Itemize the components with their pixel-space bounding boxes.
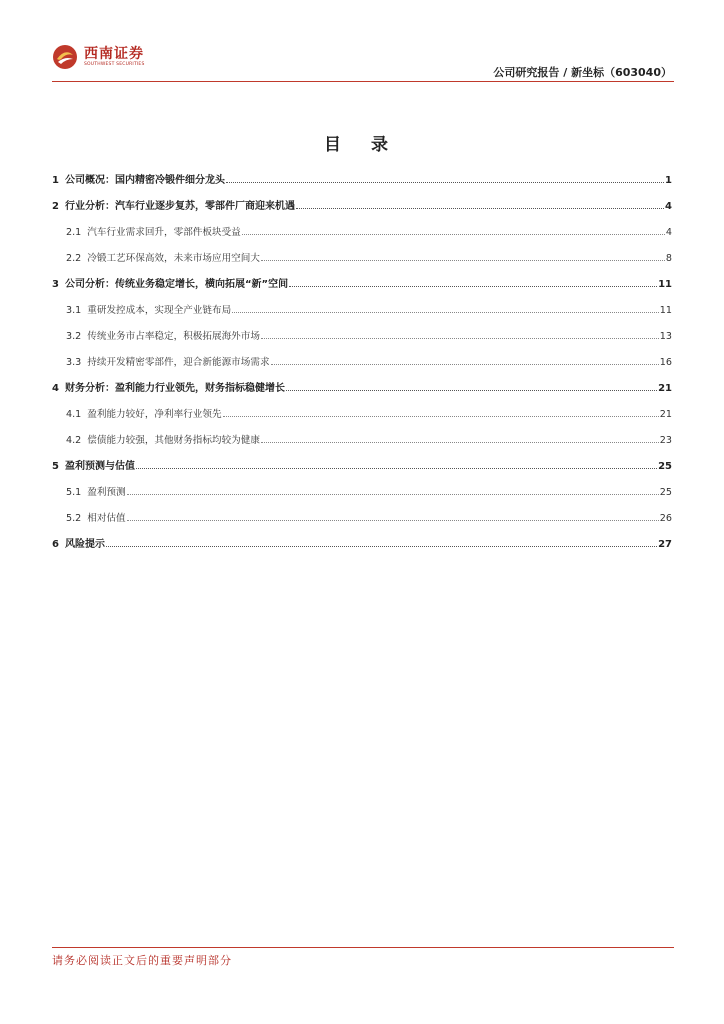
toc-entry-page: 23 (659, 435, 672, 446)
toc-entry-page: 21 (658, 383, 672, 394)
toc-entry[interactable] (52, 325, 672, 351)
toc-entry[interactable] (52, 533, 672, 559)
toc-entry-page: 13 (659, 331, 672, 342)
toc-entry-title: 盈利能力较好，净利率行业领先 (87, 409, 222, 420)
toc-entry-page: 25 (658, 461, 672, 472)
toc-entry-title: 盈利预测 (87, 487, 126, 498)
toc-entry-title: 传统业务市占率稳定，积极拓展海外市场 (87, 331, 260, 342)
toc-entry[interactable] (52, 299, 672, 325)
toc-entry-page: 4 (665, 227, 672, 238)
toc-entry-title: 风险提示 (64, 539, 105, 550)
logo-chinese-name: 西南证券 (84, 45, 144, 62)
toc-dot-leader (127, 507, 659, 521)
toc-entry-number: 1 (52, 175, 59, 186)
toc-dot-leader (286, 377, 657, 391)
toc-dot-leader (296, 195, 664, 209)
toc-dot-leader (106, 533, 657, 547)
toc-entry-title: 冷锻工艺环保高效，未来市场应用空间大 (87, 253, 260, 264)
toc-title: 目 录 (324, 135, 400, 155)
toc-entry-title: 公司分析：传统业务稳定增长，横向拓展“新”空间 (64, 279, 289, 290)
toc-entry-title: 行业分析：汽车行业逐步复苏，零部件厂商迎来机遇 (64, 201, 295, 212)
toc-entry-page: 1 (665, 175, 672, 186)
report-info: 公司研究报告 / 新坐标（603040） (493, 66, 672, 79)
toc-entry-title: 公司概况：国内精密冷锻件细分龙头 (64, 175, 225, 186)
toc-entry-number: 6 (52, 539, 59, 550)
toc-dot-leader (136, 455, 657, 469)
toc-entry[interactable] (52, 195, 672, 221)
toc-entry-number: 4.2 (66, 435, 82, 446)
toc-entry[interactable] (52, 273, 672, 299)
toc-dot-leader (261, 429, 659, 443)
toc-entry[interactable] (52, 403, 672, 429)
toc-dot-leader (289, 273, 657, 287)
toc-entry[interactable] (52, 507, 672, 533)
toc-dot-leader (242, 221, 665, 235)
toc-entry-number: 5.1 (66, 487, 82, 498)
toc-entry-number: 5.2 (66, 513, 82, 524)
toc-entry[interactable] (52, 247, 672, 273)
toc-entry-page: 21 (659, 409, 672, 420)
toc-entry-page: 4 (665, 201, 672, 212)
toc-entry-number: 4.1 (66, 409, 82, 420)
company-logo (52, 44, 145, 70)
toc-entry-page: 16 (659, 357, 672, 368)
footer-divider (52, 947, 674, 948)
toc-entry-title: 财务分析：盈利能力行业领先，财务指标稳健增长 (64, 383, 285, 394)
toc-entry-title: 盈利预测与估值 (64, 461, 135, 472)
table-of-contents (52, 169, 672, 559)
toc-entry-title: 持续开发精密零部件，迎合新能源市场需求 (87, 357, 270, 368)
toc-entry[interactable] (52, 351, 672, 377)
toc-entry-title: 重研发控成本，实现全产业链布局 (87, 305, 232, 316)
toc-entry-number: 3.2 (66, 331, 82, 342)
toc-entry-page: 27 (658, 539, 672, 550)
toc-entry-number: 2.2 (66, 253, 82, 264)
toc-entry-number: 3.3 (66, 357, 82, 368)
toc-entry[interactable] (52, 429, 672, 455)
toc-dot-leader (232, 299, 659, 313)
toc-entry-number: 2.1 (66, 227, 82, 238)
toc-dot-leader (223, 403, 659, 417)
toc-entry[interactable] (52, 455, 672, 481)
toc-entry-title: 偿债能力较强，其他财务指标均较为健康 (87, 435, 260, 446)
toc-entry-number: 3.1 (66, 305, 82, 316)
toc-entry-number: 4 (52, 383, 59, 394)
toc-entry-number: 2 (52, 201, 59, 212)
toc-dot-leader (261, 247, 665, 261)
toc-entry-title: 汽车行业需求回升，零部件板块受益 (87, 227, 241, 238)
logo-emblem-icon (52, 44, 78, 70)
toc-dot-leader (127, 481, 659, 495)
toc-entry-number: 3 (52, 279, 59, 290)
toc-entry[interactable] (52, 377, 672, 403)
toc-entry[interactable] (52, 221, 672, 247)
toc-dot-leader (261, 325, 659, 339)
toc-entry[interactable] (52, 169, 672, 195)
toc-entry-page: 25 (659, 487, 672, 498)
toc-entry-page: 11 (659, 305, 672, 316)
toc-entry-page: 11 (658, 279, 672, 290)
toc-entry[interactable] (52, 481, 672, 507)
header-divider (52, 81, 674, 82)
logo-english-name: SOUTHWEST SECURITIES (84, 61, 145, 67)
toc-entry-page: 26 (659, 513, 672, 524)
toc-entry-title: 相对估值 (87, 513, 126, 524)
toc-entry-number: 5 (52, 461, 59, 472)
toc-dot-leader (226, 169, 664, 183)
toc-entry-page: 8 (665, 253, 672, 264)
toc-dot-leader (271, 351, 659, 365)
footer-notice: 请务必阅读正文后的重要声明部分 (52, 954, 232, 967)
